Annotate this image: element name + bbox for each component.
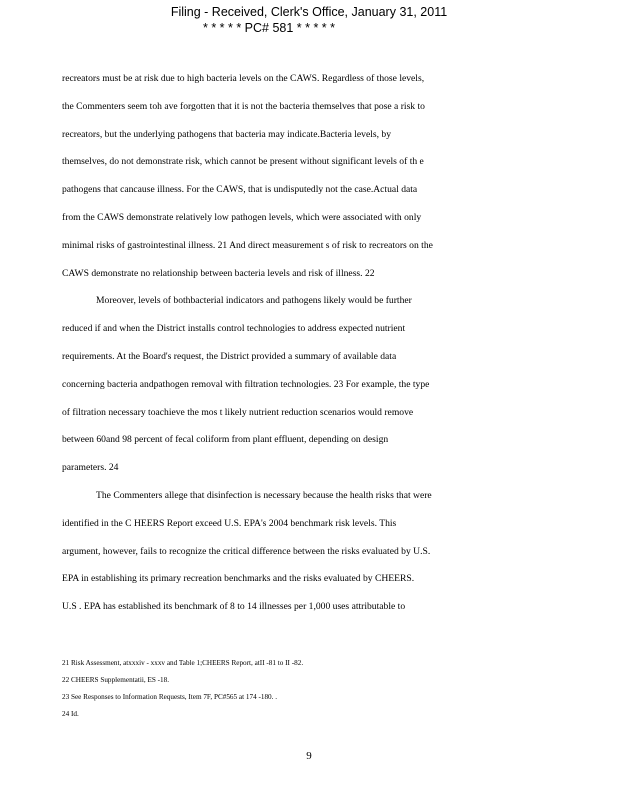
- filing-header: [0, 4, 618, 36]
- footnote-23: 23 See Responses to Information Requests, Item 7F, PC#565 at 174 -180. .: [62, 693, 278, 701]
- text-line-13: of filtration necessary toachieve the mos t likely nutrient reduction scenarios would remove: [62, 406, 414, 418]
- text-line-12: concerning bacteria andpathogen removal with filtration technologies. 23 For example, the type: [62, 378, 430, 390]
- text-line-7: minimal risks of gastrointestinal illness. 21 And direct measurement s of risk to recreators on the: [62, 239, 433, 251]
- text-line-4: themselves, do not demonstrate risk, which cannot be present without significant levels of th e: [62, 156, 424, 168]
- footnotes: [62, 655, 522, 723]
- text-line-6: from the CAWS demonstrate relatively low pathogen levels, which were associated with only: [62, 211, 422, 223]
- text-line-15: parameters. 24: [62, 462, 119, 474]
- footnote-24: 24 Id.: [62, 710, 79, 718]
- filing-header-line2: * * * * * PC# 581 * * * * *: [202, 21, 336, 35]
- text-line-20: U.S . EPA has established its benchmark of 8 to 14 illnesses per 1,000 uses attributable to: [62, 601, 406, 613]
- body-text: [62, 65, 522, 621]
- text-line-10: reduced if and when the District installs control technologies to address expected nutrient: [62, 323, 406, 335]
- text-line-11: requirements. At the Board's request, the District provided a summary of available data: [62, 350, 397, 362]
- text-line-14: between 60and 98 percent of fecal coliform from plant effluent, depending on design: [62, 434, 389, 446]
- text-line-8: CAWS demonstrate no relationship between bacteria levels and risk of illness. 22: [62, 267, 375, 279]
- text-line-1: recreators must be at risk due to high bacteria levels on the CAWS. Regardless of those levels,: [62, 73, 425, 84]
- footnote-21: 21 Risk Assessment, atxxxiv - xxxv and Table 1;CHEERS Report, atII -81 to II -82.: [62, 659, 304, 667]
- text-line-5: pathogens that cancause illness. For the CAWS, that is undisputedly not the case.Actual data: [62, 184, 418, 196]
- text-line-2: the Commenters seem toh ave forgotten that it is not the bacteria themselves that pose a risk to: [62, 100, 425, 112]
- text-line-9: Moreover, levels of bothbacterial indicators and pathogens likely would be further: [96, 295, 412, 307]
- text-line-16: The Commenters allege that disinfection is necessary because the health risks that were: [96, 489, 432, 501]
- text-line-19: EPA in establishing its primary recreation benchmarks and the risks evaluated by CHEERS.: [62, 573, 415, 585]
- text-line-3: recreators, but the underlying pathogens that bacteria may indicate.Bacteria levels, by: [62, 128, 391, 140]
- text-line-17: identified in the C HEERS Report exceed U.S. EPA's 2004 benchmark risk levels. This: [62, 517, 397, 529]
- text-line-18: argument, however, fails to recognize the critical difference between the risks evaluated by U.S.: [62, 545, 431, 557]
- filing-header-line1: Filing - Received, Clerk's Office, January 31, 2011: [170, 5, 448, 19]
- footnote-22: 22 CHEERS Supplementatii, ES -18.: [62, 676, 170, 684]
- page-number: 9: [306, 750, 312, 762]
